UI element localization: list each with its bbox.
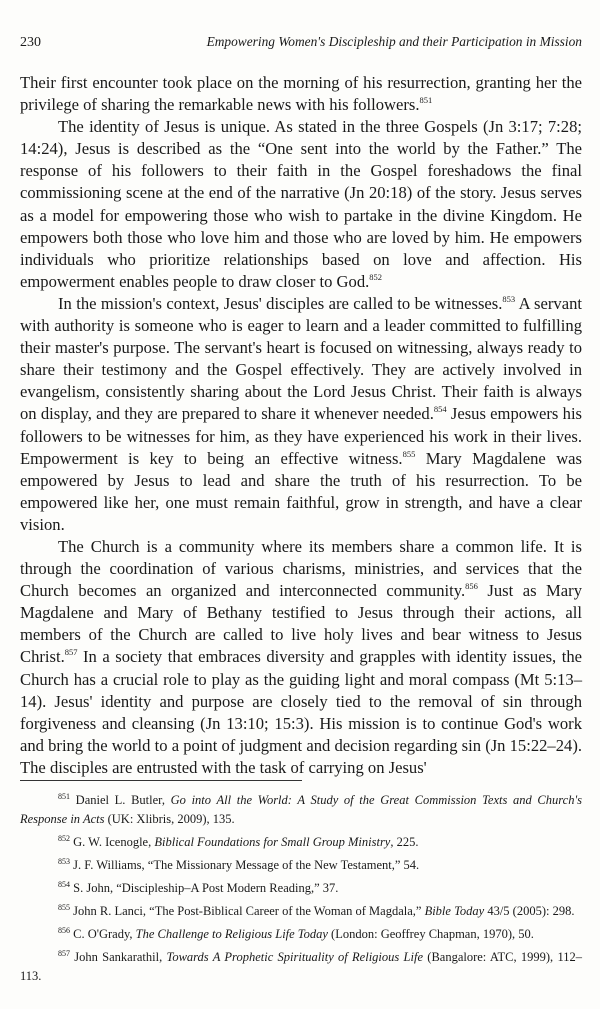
footnotes xyxy=(20,791,582,990)
footnote-851: $^{851}$ Daniel L. Butler, Go into All the World: A Study of the Great Commission Texts and Church's Response in Acts (UK: Xlibris, 2009), 135. xyxy=(20,792,583,826)
main-text xyxy=(20,72,582,779)
footnote-857: $^{857}$ John Sankarathil, Towards A Prophetic Spirituality of Religious Life (Bangalore: ATC, 1999), 112–113. xyxy=(20,949,582,983)
paragraph-2: The identity of Jesus is unique. As stated in the three Gospels (Jn 3:17; 7:28; 14:24), Jesus is described as the “One sent into the world by the Father.” The response of his followers to their faith in the Gospel foreshadows the final commissioning scene at the end of the narrative (Jn 20:18) of the story. Jesus serves as a model for empowering those who wish to partake in the divine Kingdom. He empowers both those who love him and those who are loved by him. He empowers individuals who prioritize relationships based on love and affection. His empowerment enables people to draw closer to God.$^{852}$ xyxy=(20,117,582,291)
running-title: Empowering Women's Discipleship and their Participation in Mission xyxy=(206,34,582,49)
paragraph-4: The Church is a community where its members share a common life. It is through the coordination of various charisms, ministries, and services that the Church becomes an organized and interconnected community.$^{856}$ Just as Mary Magdalene and Mary of Bethany testified to Jesus through their actions, all members of the Church are called to live holy lives and bear witness to Jesus Christ.$^{857}$ In a society that embraces diversity and grapples with identity issues, the Church has a crucial role to play as the guiding light and moral compass (Mt 5:13–14). Jesus' identity and purpose are closely tied to the removal of sin through forgiveness and cleansing (Jn 13:10; 15:3). His mission is to continue God's work and bring the world to a point of judgment and decision regarding sin (Jn 15:22–24). The disciples are entrusted with the task of carrying on Jesus' xyxy=(20,536,582,777)
footnote-ref-856[interactable]: 856 xyxy=(465,581,478,592)
footnote-854: $^{854}$ S. John, “Discipleship–A Post Modern Reading,” 37. xyxy=(58,880,339,895)
footnote-853: $^{853}$ J. F. Williams, “The Missionary Message of the New Testament,” 54. xyxy=(58,857,420,872)
running-header xyxy=(20,34,582,51)
paragraph-1: Their first encounter took place on the morning of his resurrection, granting her the privilege of sharing the remarkable news with his followers.$^{851}$ xyxy=(20,73,582,115)
footnote-divider xyxy=(20,780,302,781)
footnote-852: $^{852}$ G. W. Icenogle, Biblical Foundations for Small Group Ministry, 225. xyxy=(58,834,419,849)
footnote-856: $^{856}$ C. O'Grady, The Challenge to Religious Life Today (London: Geoffrey Chapman, 1970), 50. xyxy=(58,926,534,941)
footnote-ref-854[interactable]: 854 xyxy=(433,404,447,415)
paragraph-3: In the mission's context, Jesus' disciples are called to be witnesses.$^{853}$ A servant with authority is someone who is eager to learn and a leader committed to fulfilling their master's purpose. The servant's heart is focused on witnessing, always ready to share their testimony and the Gospel effectively. They are actively involved in evangelism, consistently sharing about the Lord Jesus Christ. Their faith is always on display, and they are prepared to share it whenever needed.$^{854}$ Jesus empowers his followers to be witnesses for him, as they have experienced his work in their lives. Empowerment is key to being an effective witness.$^{855}$ Mary Magdalene was empowered by Jesus to lead and share the truth of his resurrection. To be empowered like her, one must remain faithful, grow in strength, and have a clear vision. xyxy=(20,293,583,534)
footnote-ref-853[interactable]: 853 xyxy=(502,293,516,304)
footnote-ref-857[interactable]: 857 xyxy=(64,647,78,658)
footnote-ref-851[interactable]: 851 xyxy=(419,95,433,106)
footnote-855: $^{855}$ John R. Lanci, “The Post-Biblical Career of the Woman of Magdala,” Bible Today 43/5 (2005): 298. xyxy=(58,903,575,918)
footnote-ref-852[interactable]: 852 xyxy=(369,271,383,282)
page-number: 230 xyxy=(20,35,41,50)
footnote-ref-855[interactable]: 855 xyxy=(402,448,416,459)
